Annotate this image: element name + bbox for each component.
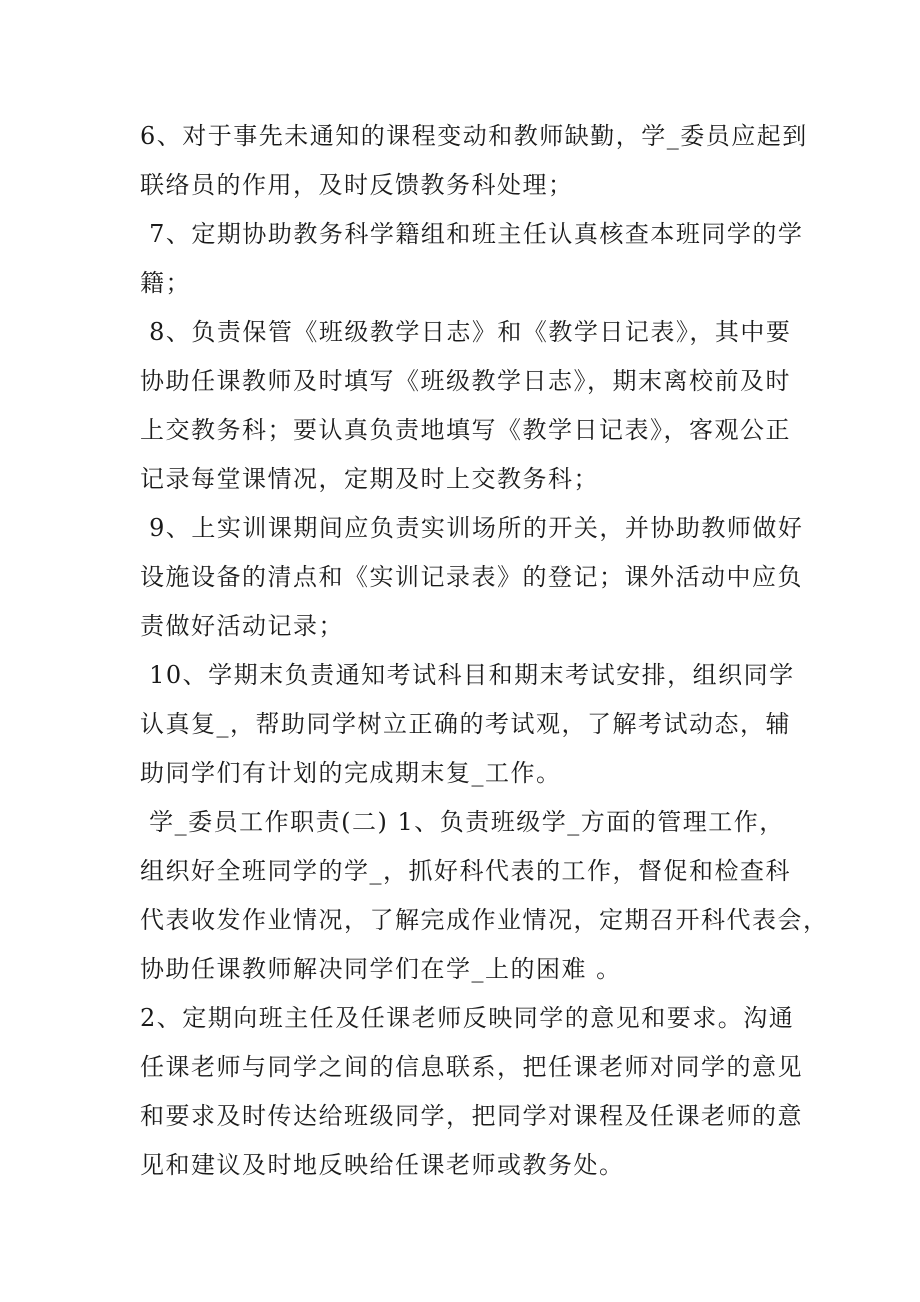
text-line-11: 责做好活动记录； (140, 612, 344, 640)
text-line-17: 代表收发作业情况，了解完成作业情况，定期召开科代表会， (140, 906, 829, 934)
text-line-5: 8、负责保管《班级教学日志》和《教学日记表》，其中要 (140, 318, 792, 346)
text-line-21: 和要求及时传达给班级同学，把同学对课程及任课老师的意 (140, 1102, 803, 1130)
text-line-3: 7、定期协助教务科学籍组和班主任认真核查本班同学的学 (140, 220, 804, 248)
text-line-8: 记录每堂课情况，定期及时上交教务科； (140, 465, 599, 493)
text-line-20: 任课老师与同学之间的信息联系，把任课老师对同学的意见 (140, 1053, 803, 1081)
text-line-2: 联络员的作用，及时反馈教务科处理； (140, 171, 574, 199)
text-line-6: 协助任课教师及时填写《班级教学日志》，期末离校前及时 (140, 367, 791, 395)
text-line-22: 见和建议及时地反映给任课老师或教务处。 (140, 1151, 625, 1179)
text-line-4: 籍； (140, 269, 191, 297)
text-line-13: 认真复_，帮助同学树立正确的考试观，了解考试动态，辅 (140, 710, 791, 738)
text-line-15: 学_委员工作职责(二) 1、负责班级学_方面的管理工作， (140, 808, 785, 836)
text-line-19: 2、定期向班主任及任课老师反映同学的意见和要求。沟通 (140, 1004, 795, 1032)
text-line-7: 上交教务科；要认真负责地填写《教学日记表》，客观公正 (140, 416, 791, 444)
text-line-18: 协助任课教师解决同学们在学_上的困难 。 (140, 955, 622, 983)
text-line-16: 组织好全班同学的学_，抓好科代表的工作，督促和检查科 (140, 857, 791, 885)
text-line-14: 助同学们有计划的完成期末复_工作。 (140, 759, 562, 787)
text-line-12: 10、学期末负责通知考试科目和期末考试安排，组织同学 (140, 661, 795, 689)
text-line-9: 9、上实训课期间应负责实训场所的开关，并协助教师做好 (140, 514, 804, 542)
text-line-1: 6、对于事先未通知的课程变动和教师缺勤，学_委员应起到 (140, 122, 808, 150)
text-line-10: 设施设备的清点和《实训记录表》的登记；课外活动中应负 (140, 563, 803, 591)
